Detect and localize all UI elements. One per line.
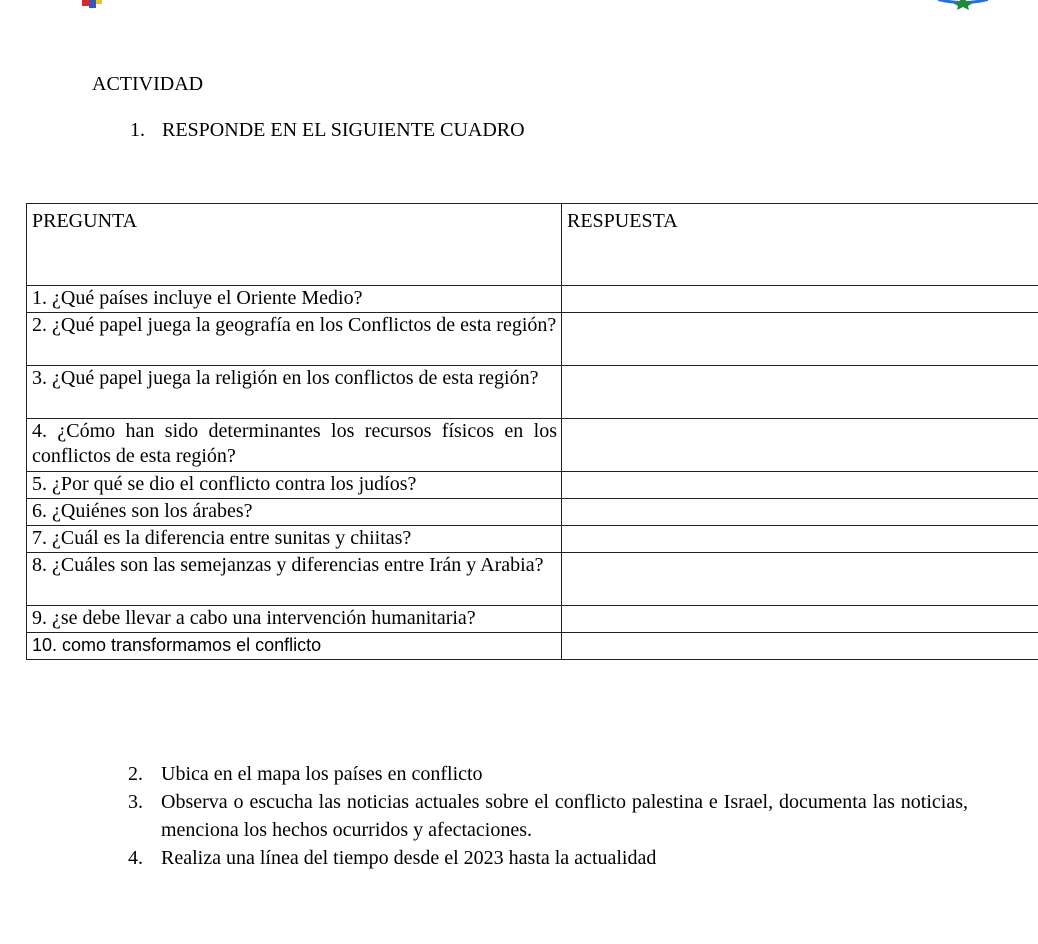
question-answer-table (26, 203, 1038, 660)
header-respuesta: RESPUESTA (562, 204, 1038, 286)
question-cell: 8. ¿Cuáles son las semejanzas y diferencias entre Irán y Arabia? (27, 553, 562, 606)
task-number: 4. (128, 847, 143, 869)
task-text: Realiza una línea del tiempo desde el 2023 hasta la actualidad (161, 847, 657, 869)
logo-left-blue-segment (89, 0, 96, 8)
task-text: Observa o escucha las noticias actuales sobre el conflicto palestina e Israel, documenta las noticias, menciona los hechos ocurridos y afectaciones. (161, 791, 968, 841)
answer-cell[interactable] (562, 553, 1038, 606)
task-text: Ubica en el mapa los países en conflicto (161, 763, 483, 785)
task-item (128, 788, 968, 844)
table-header-row (27, 204, 1038, 286)
answer-cell[interactable] (562, 472, 1038, 499)
table-row (27, 366, 1038, 419)
question-cell: 4. ¿Cómo han sido determinantes los recursos físicos en los conflictos de esta región? (27, 419, 562, 472)
answer-cell[interactable] (562, 419, 1038, 472)
question-cell: 9. ¿se debe llevar a cabo una intervención humanitaria? (27, 606, 562, 633)
table-row (27, 499, 1038, 526)
school-logo-left (80, 0, 104, 10)
school-logo-right (938, 0, 988, 10)
question-cell: 2. ¿Qué papel juega la geografía en los Conflictos de esta región? (27, 313, 562, 366)
task-list (128, 760, 968, 872)
instruction-1 (130, 117, 525, 143)
answer-cell[interactable] (562, 313, 1038, 366)
answer-cell[interactable] (562, 526, 1038, 553)
question-cell: 5. ¿Por qué se dio el conflicto contra los judíos? (27, 472, 562, 499)
answer-cell[interactable] (562, 366, 1038, 419)
table-row (27, 526, 1038, 553)
question-cell: 6. ¿Quiénes son los árabes? (27, 499, 562, 526)
table-row (27, 606, 1038, 633)
answer-cell[interactable] (562, 633, 1038, 660)
answer-cell[interactable] (562, 499, 1038, 526)
table-row (27, 313, 1038, 366)
table-row (27, 633, 1038, 660)
table-row (27, 472, 1038, 499)
activity-heading: ACTIVIDAD (92, 73, 204, 95)
question-cell: 1. ¿Qué países incluye el Oriente Medio? (27, 286, 562, 313)
task-item (128, 760, 968, 788)
answer-cell[interactable] (562, 606, 1038, 633)
question-cell: 10. como transformamos el conflicto (27, 633, 562, 660)
table-row (27, 553, 1038, 606)
table-row (27, 419, 1038, 472)
answer-cell[interactable] (562, 286, 1038, 313)
question-cell: 7. ¿Cuál es la diferencia entre sunitas y chiitas? (27, 526, 562, 553)
logo-left-red-segment (82, 0, 89, 6)
task-item (128, 844, 968, 872)
question-cell: 3. ¿Qué papel juega la religión en los conflictos de esta región? (27, 366, 562, 419)
logo-left-yellow-segment (96, 0, 102, 4)
instruction-1-text: RESPONDE EN EL SIGUIENTE CUADRO (162, 119, 525, 141)
task-number: 3. (128, 791, 143, 813)
table-row (27, 286, 1038, 313)
header-pregunta: PREGUNTA (27, 204, 562, 286)
instruction-1-number: 1. (130, 119, 145, 141)
task-number: 2. (128, 763, 143, 785)
